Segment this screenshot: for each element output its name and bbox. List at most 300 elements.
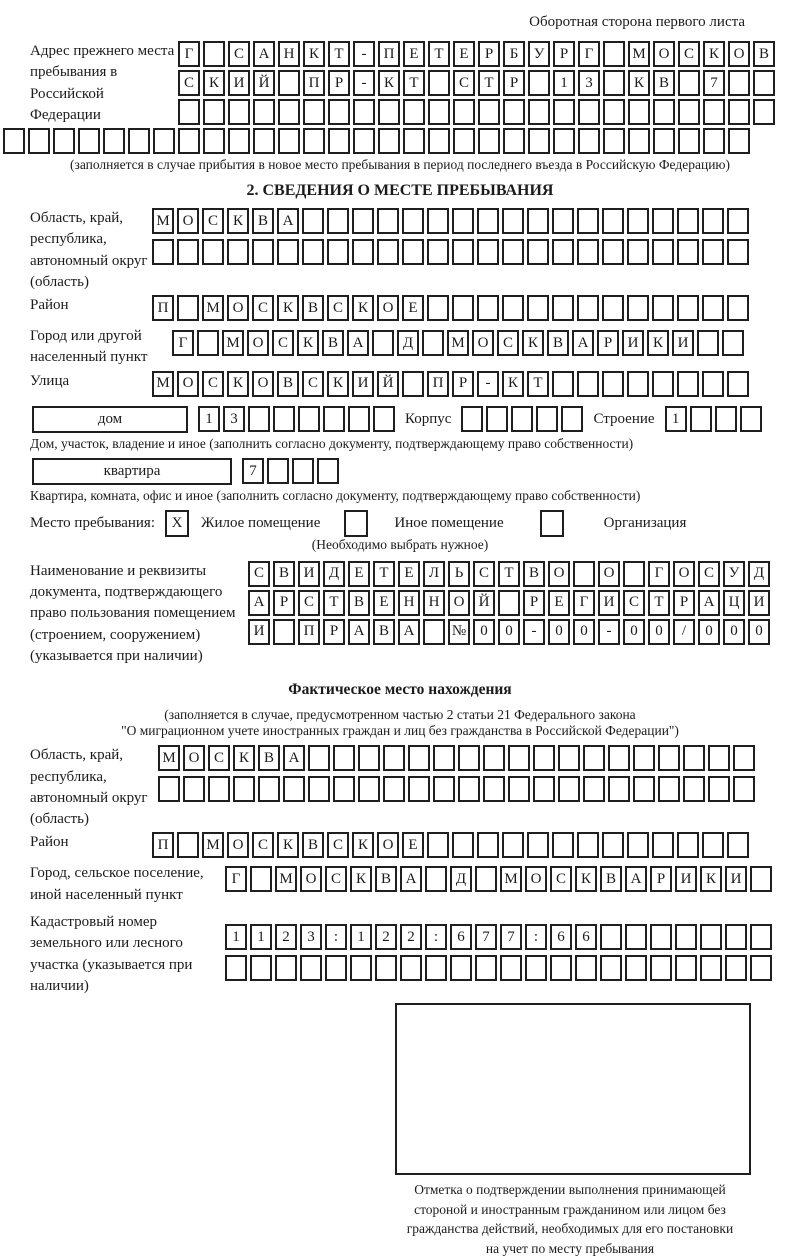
char-box [628,99,650,125]
char-box: Т [478,70,500,96]
char-box [511,406,533,432]
char-box [475,955,497,981]
char-box [228,128,250,154]
char-box: В [600,866,622,892]
char-box: О [177,208,199,234]
char-box: Г [578,41,600,67]
char-box: А [248,590,270,616]
char-box: С [678,41,700,67]
char-box [250,866,272,892]
char-box [303,128,325,154]
char-box: О [673,561,695,587]
char-box: П [427,371,449,397]
char-box: В [273,561,295,587]
char-box: Е [453,41,475,67]
char-box [333,745,355,771]
char-box [302,208,324,234]
char-box: К [227,208,249,234]
raion-block [0,295,800,324]
char-box: Ь [448,561,470,587]
char-box [600,955,622,981]
char-box [702,239,724,265]
char-box: О [448,590,470,616]
char-box [422,330,444,356]
char-box [202,239,224,265]
char-box: 1 [250,924,272,950]
char-box: С [228,41,250,67]
char-box: И [748,590,770,616]
char-box: Г [573,590,595,616]
char-box: А [698,590,720,616]
char-box: О [300,866,322,892]
char-box: Р [323,619,345,645]
char-box: Р [553,41,575,67]
char-box: Р [523,590,545,616]
char-box: 7 [475,924,497,950]
char-box [702,208,724,234]
char-box: С [497,330,519,356]
char-box: В [373,619,395,645]
char-box [625,955,647,981]
char-box [273,619,295,645]
char-box: К [628,70,650,96]
char-box [750,924,772,950]
stamp-caption-line-1: Отметка о подтверждении выполнения принимающей [414,1182,726,1198]
char-box [477,208,499,234]
char-box: Л [423,561,445,587]
char-box [400,955,422,981]
fact-note-2: "О миграционном учете иностранных граждан и лиц без гражданства в Российской Федерации") [121,723,679,739]
char-box: П [152,295,174,321]
char-box: 0 [698,619,720,645]
char-box [561,406,583,432]
char-box: О [183,745,205,771]
char-box [378,99,400,125]
char-box [452,295,474,321]
char-box [403,99,425,125]
char-box [577,239,599,265]
char-box: С [327,832,349,858]
char-box: О [525,866,547,892]
char-box [258,776,280,802]
char-box [298,406,320,432]
char-box [453,99,475,125]
char-box: 0 [723,619,745,645]
char-box [683,745,705,771]
char-box: Й [377,371,399,397]
char-box: А [253,41,275,67]
doc-row-1 [248,561,770,587]
char-box: 2 [400,924,422,950]
char-box [627,208,649,234]
char-box [373,406,395,432]
char-box [733,745,755,771]
char-box [177,239,199,265]
char-box [377,208,399,234]
prev-address-row-2 [178,70,775,96]
char-box [527,832,549,858]
char-box [308,776,330,802]
char-box [697,330,719,356]
char-box [727,208,749,234]
korpus-label: Корпус [405,410,452,427]
char-box [273,406,295,432]
char-box [503,128,525,154]
char-box [553,99,575,125]
char-box: 7 [703,70,725,96]
char-box [498,590,520,616]
char-box: Й [253,70,275,96]
char-box: 1 [665,406,687,432]
char-box [677,832,699,858]
char-box [348,406,370,432]
char-box: О [598,561,620,587]
char-box [267,458,289,484]
char-box [652,208,674,234]
char-box: К [352,832,374,858]
char-box [477,832,499,858]
char-box: И [725,866,747,892]
char-box: С [178,70,200,96]
char-box [502,239,524,265]
char-box [536,406,558,432]
char-box: Т [527,371,549,397]
kadastr-rows [225,924,772,984]
char-box: В [375,866,397,892]
char-box [627,295,649,321]
char-box: 0 [548,619,570,645]
stay-type-label: Место пребывания: [30,514,155,531]
kvartira-cells [242,458,339,484]
char-box [375,955,397,981]
char-box [577,832,599,858]
char-box [233,776,255,802]
char-box [328,99,350,125]
char-box: В [252,208,274,234]
char-box: Н [278,41,300,67]
char-box [377,239,399,265]
fact-raion-label: Район [30,834,69,851]
char-box [378,128,400,154]
char-box: 0 [573,619,595,645]
char-box: Д [450,866,472,892]
char-box: К [502,371,524,397]
char-box: Т [328,41,350,67]
prev-address-label: Адрес прежнего места пребывания в Российской Федерации [30,43,175,123]
char-box [177,832,199,858]
char-box [197,330,219,356]
char-box: В [547,330,569,356]
char-box: О [377,832,399,858]
char-box: Г [225,866,247,892]
char-box: С [252,295,274,321]
char-box [423,619,445,645]
char-box: - [353,70,375,96]
kadastr-block [0,912,800,997]
option-inoe-label: Иное помещение [394,514,504,531]
char-box: Г [172,330,194,356]
char-box [278,128,300,154]
fact-title: Фактическое место нахождения [288,681,512,699]
char-box: Р [650,866,672,892]
char-box: 1 [350,924,372,950]
char-box [573,561,595,587]
char-box: Й [473,590,495,616]
char-box: С [302,371,324,397]
char-box [203,99,225,125]
char-box [603,41,625,67]
char-box: С [453,70,475,96]
char-box: И [672,330,694,356]
char-box: М [158,745,180,771]
char-box [327,239,349,265]
prev-address-row-4 [3,128,800,154]
checkbox-zhiloe: X [165,510,189,537]
char-box: О [653,41,675,67]
char-box [248,406,270,432]
char-box: Р [503,70,525,96]
char-box: К [203,70,225,96]
char-box [28,128,50,154]
char-box: 0 [648,619,670,645]
char-box: К [277,832,299,858]
char-box: - [523,619,545,645]
char-box [3,128,25,154]
char-box [727,832,749,858]
char-box [602,371,624,397]
char-box [428,99,450,125]
ulitsa-block [0,371,800,400]
char-box: В [753,41,775,67]
char-box: Е [402,832,424,858]
char-box [728,70,750,96]
char-box: 7 [500,924,522,950]
char-box: М [152,371,174,397]
char-box [740,406,762,432]
char-box [750,866,772,892]
char-box [292,458,314,484]
fact-raion-row [152,832,749,858]
char-box [623,561,645,587]
stay-type-note: (Необходимо выбрать нужное) [311,536,489,552]
char-box [308,745,330,771]
char-box: О [177,371,199,397]
char-box [433,745,455,771]
dom-widebox: дом [32,406,188,433]
char-box: Д [397,330,419,356]
char-box: М [152,208,174,234]
oblast-rows [152,208,749,268]
char-box: И [622,330,644,356]
char-box [325,955,347,981]
char-box [203,128,225,154]
char-box: К [350,866,372,892]
char-box: Б [503,41,525,67]
char-box [408,776,430,802]
checkbox-organizatsiya [540,510,564,537]
char-box [228,99,250,125]
char-box [78,128,100,154]
char-box [527,295,549,321]
char-box [602,295,624,321]
option-zhiloe-label: Жилое помещение [201,514,321,531]
char-box [602,208,624,234]
char-box: О [728,41,750,67]
fact-oblast-block [0,745,800,830]
char-box: Г [648,561,670,587]
char-box: С [473,561,495,587]
char-box [427,239,449,265]
char-box: А [277,208,299,234]
ulitsa-label: Улица [30,372,70,389]
char-box: № [448,619,470,645]
oblast-row-1 [152,208,749,234]
char-box: Е [403,41,425,67]
kvartira-block [32,458,800,485]
char-box [652,832,674,858]
char-box: С [248,561,270,587]
char-box: 0 [498,619,520,645]
doc-block [0,561,800,667]
char-box [627,239,649,265]
char-box [727,295,749,321]
oblast-block [0,208,800,293]
kadastr-row-2 [225,955,772,981]
stroenie-label: Строение [593,410,655,427]
char-box: - [353,41,375,67]
char-box [702,371,724,397]
char-box: С [325,866,347,892]
char-box [528,70,550,96]
char-box [753,70,775,96]
char-box: С [550,866,572,892]
char-box [323,406,345,432]
prev-address-block [0,41,800,128]
char-box [478,99,500,125]
char-box [352,208,374,234]
char-box: Р [273,590,295,616]
char-box [633,745,655,771]
char-box: М [628,41,650,67]
doc-row-3 [248,619,770,645]
char-box: Н [423,590,445,616]
char-box [708,745,730,771]
char-box [627,371,649,397]
char-box: Р [597,330,619,356]
char-box [225,955,247,981]
char-box: К [233,745,255,771]
fact-raion-block [0,832,800,861]
fact-note-1: (заполняется в случае, предусмотренном частью 2 статьи 21 Федерального закона [164,707,636,723]
char-box [658,745,680,771]
char-box: О [472,330,494,356]
char-box [402,239,424,265]
char-box [575,955,597,981]
char-box [558,745,580,771]
char-box [253,128,275,154]
char-box [603,99,625,125]
char-box: И [248,619,270,645]
char-box [483,776,505,802]
char-box: П [152,832,174,858]
char-box: 3 [223,406,245,432]
char-box: И [298,561,320,587]
char-box [475,866,497,892]
kvartira-note: Квартира, комната, офис и иное (заполнить согласно документу, подтверждающему право собственности) [30,487,641,503]
char-box [603,70,625,96]
char-box: М [222,330,244,356]
char-box: Т [403,70,425,96]
prev-address-note: (заполняется в случае прибытия в новое место пребывания в период последнего въезда в Российскую Федерацию) [69,157,731,172]
page-side-note: Оборотная сторона первого листа [529,14,745,30]
stamp-caption-line-3: гражданства действий, необходимых для его постановки [406,1221,734,1237]
char-box: В [302,832,324,858]
oblast-label: Область, край, республика, автономный округ (область) [30,210,148,290]
char-box [533,776,555,802]
char-box [428,128,450,154]
char-box: И [352,371,374,397]
char-box [402,371,424,397]
char-box: В [322,330,344,356]
char-box: К [378,70,400,96]
char-box: Р [673,590,695,616]
char-box: П [298,619,320,645]
doc-label: Наименование и реквизиты документа, подтверждающего право пользования помещением (строением, сооружением) (указывается при наличии) [30,562,236,664]
char-box: У [528,41,550,67]
char-box: 2 [275,924,297,950]
char-box [53,128,75,154]
char-box: 3 [578,70,600,96]
char-box: О [247,330,269,356]
char-box: - [477,371,499,397]
char-box: 1 [553,70,575,96]
char-box [700,955,722,981]
fact-gorod-block [0,863,800,906]
char-box [633,776,655,802]
char-box: К [522,330,544,356]
char-box: А [347,330,369,356]
char-box: С [272,330,294,356]
char-box: К [227,371,249,397]
char-box: В [653,70,675,96]
doc-rows [248,561,770,648]
char-box [528,99,550,125]
char-box [450,955,472,981]
stamp-caption [340,1180,800,1258]
char-box [608,745,630,771]
char-box [358,776,380,802]
char-box [533,745,555,771]
fact-gorod-row [225,866,772,892]
char-box [728,99,750,125]
char-box [227,239,249,265]
char-box [650,955,672,981]
char-box [583,776,605,802]
char-box [178,128,200,154]
stamp-area [395,1003,751,1175]
char-box [702,295,724,321]
char-box [683,776,705,802]
char-box [486,406,508,432]
char-box [577,371,599,397]
char-box [178,99,200,125]
char-box [703,99,725,125]
char-box: А [283,745,305,771]
char-box [728,128,750,154]
char-box [675,924,697,950]
char-box [753,99,775,125]
char-box [252,239,274,265]
